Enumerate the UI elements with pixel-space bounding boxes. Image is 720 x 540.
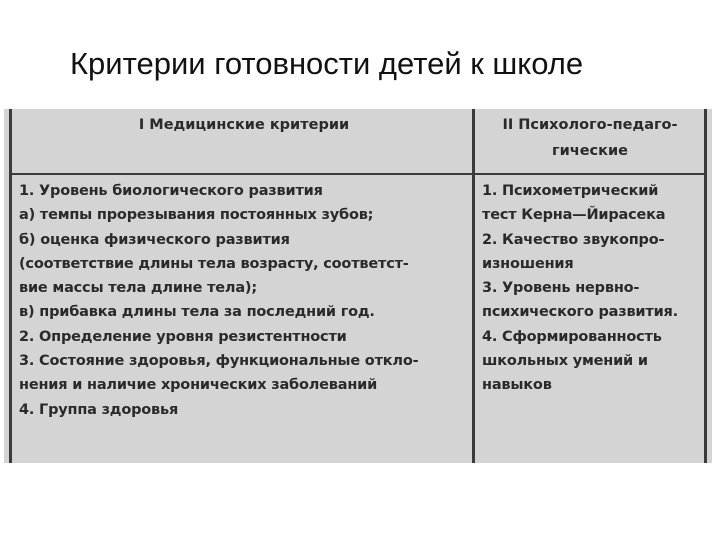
psychological-criteria-header: II Психолого-педаго- гические <box>502 117 678 159</box>
table-column-divider <box>472 109 475 463</box>
medical-criteria-list: 1. Уровень биологического развития а) темпы прорезывания постоянных зубов; б) оценка физического развития (соответствие длины тела возрасту, соответст- вие массы тела длине тела); в) прибавка длины тела за последний год. 2. Определение уровня резистентности 3. Состояние здоровья, функциональные откло- нения и наличие хронических заболеваний 4. Группа здоровья <box>19 183 419 418</box>
medical-criteria-header: I Медицинские критерии <box>138 117 350 133</box>
criteria-table-image <box>4 109 712 463</box>
table-left-border <box>9 109 12 463</box>
table-header-rule <box>9 173 707 175</box>
slide-title: Критерии готовности детей к школе <box>70 46 584 81</box>
table-right-border <box>704 109 707 463</box>
psychological-criteria-list: 1. Психометрический тест Керна—Йирасека 2. Качество звукопро- изношения 3. Уровень нервно- психического развития. 4. Сформированность школьных умений и навыков <box>482 183 678 394</box>
